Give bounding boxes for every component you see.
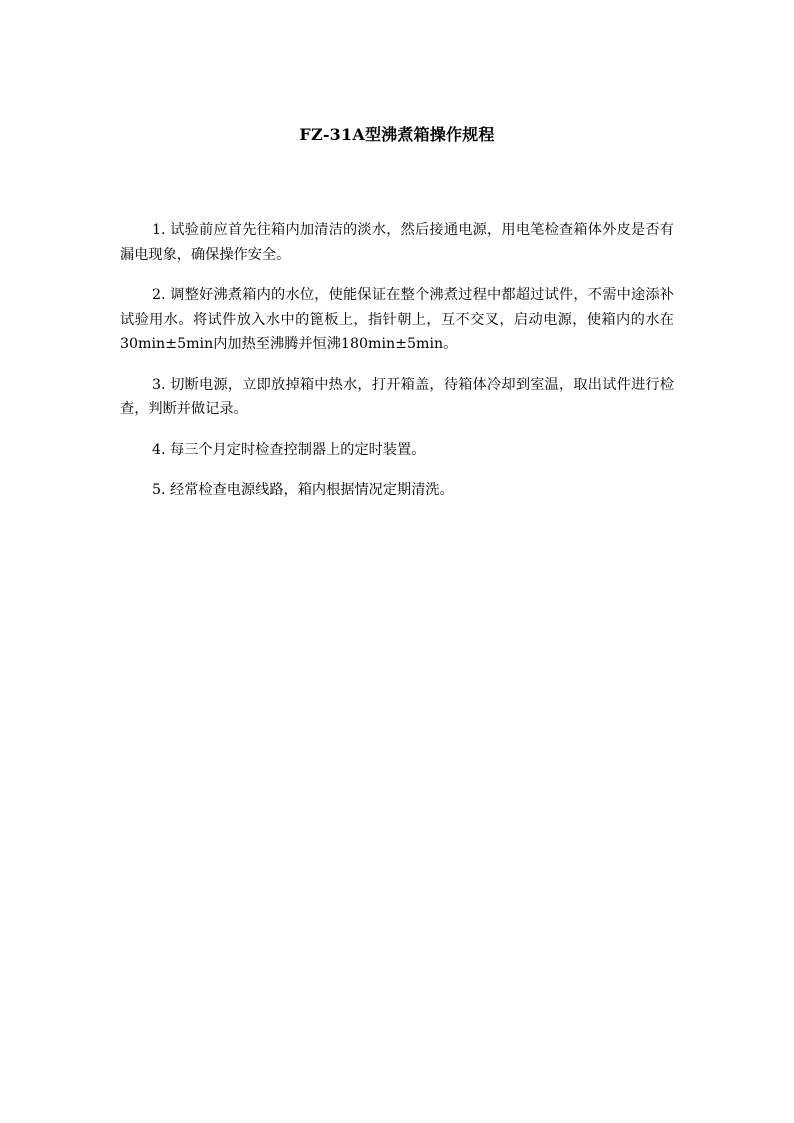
paragraph-4: 4. 每三个月定时检查控制器上的定时装置。 [152,441,426,458]
document-body [120,218,674,519]
paragraph-3: 3. 切断电源，立即放掉箱中热水，打开箱盖，待箱体冷却到室温，取出试件进行检查，判断并做记录。 [120,376,674,417]
paragraph-2: 2. 调整好沸煮箱内的水位，使能保证在整个沸煮过程中都超过试件，不需中途添补试验用水。将试件放入水中的篦板上，指针朝上，互不交叉，启动电源，使箱内的水在30min±5min内加热至沸腾并恒沸180min±5min。 [120,287,674,352]
paragraph-1: 1. 试验前应首先往箱内加清洁的淡水，然后接通电源，用电笔检查箱体外皮是否有漏电现象，确保操作安全。 [120,222,674,263]
paragraph-5: 5. 经常检查电源线路，箱内根据情况定期清洗。 [152,482,454,498]
document-title: FZ-31A型沸煮箱操作规程 [299,125,495,144]
